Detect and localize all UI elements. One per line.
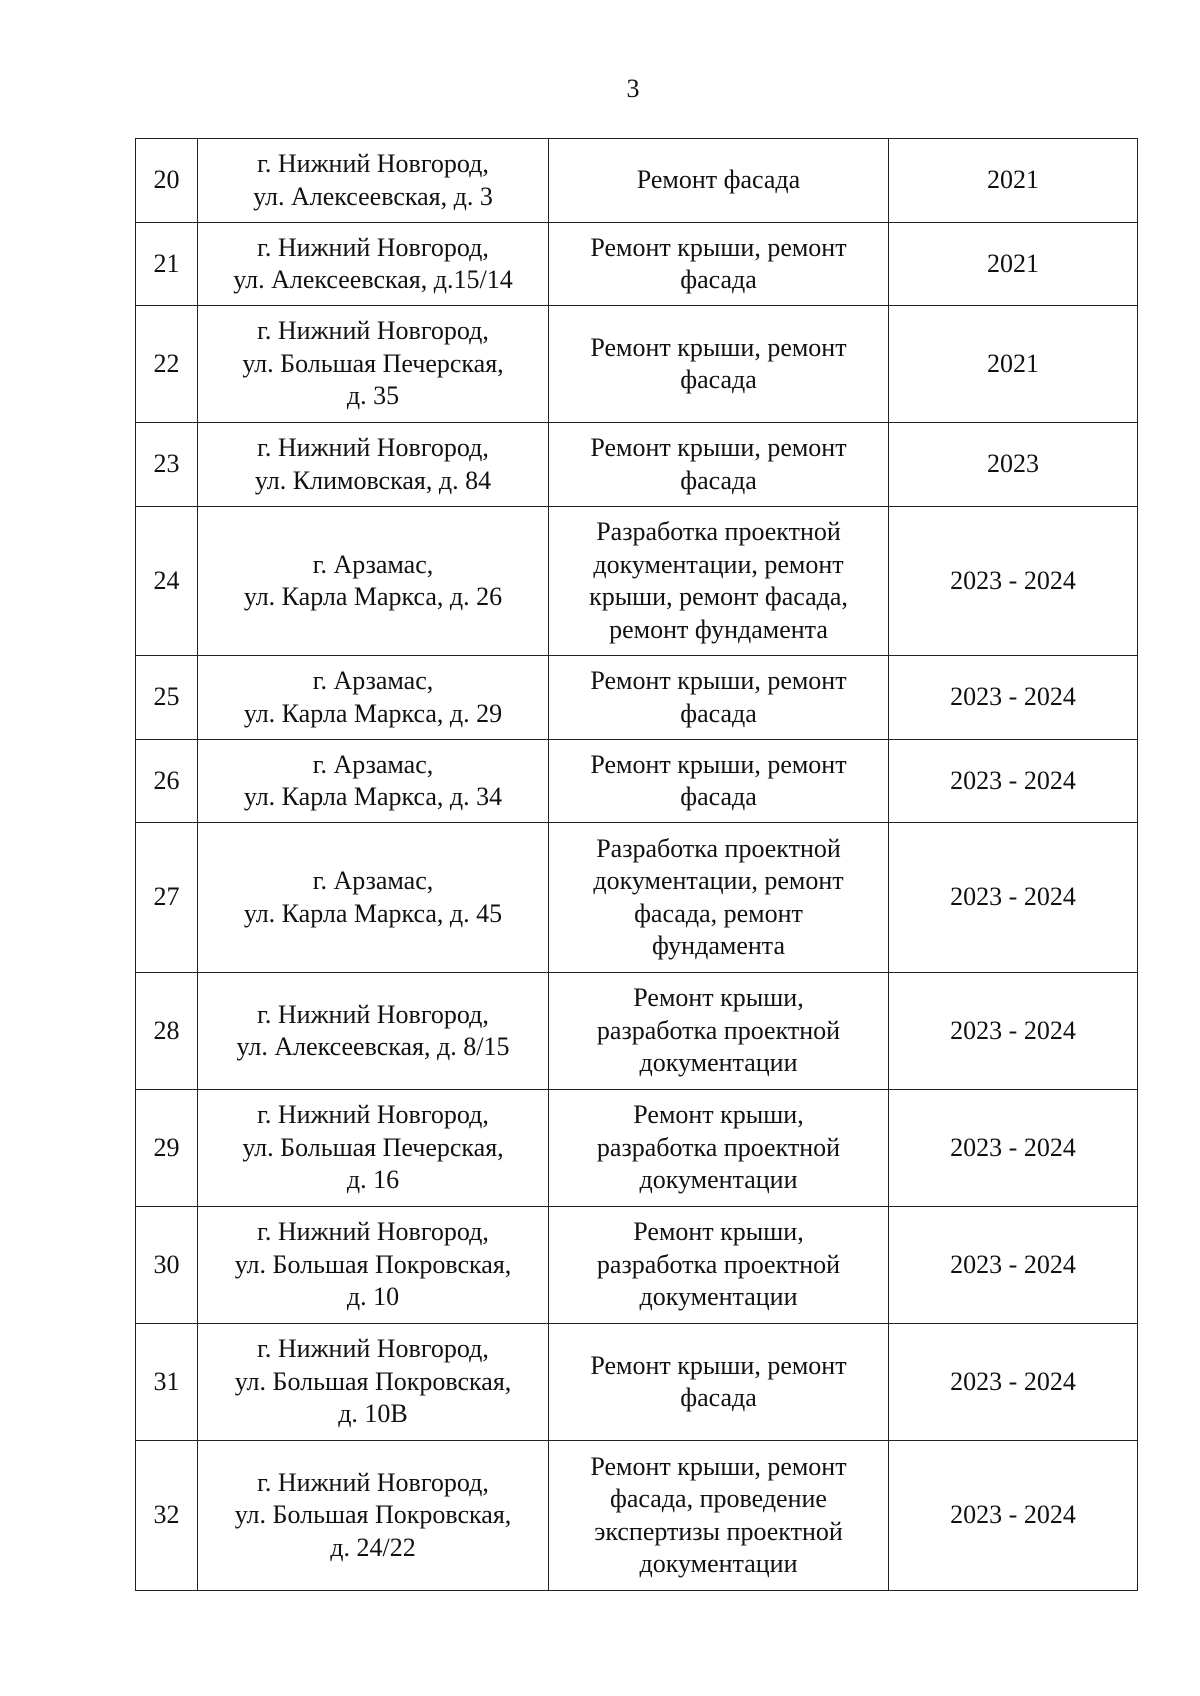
work-type-cell: Ремонт крыши, разработка проектной документации	[549, 1207, 889, 1324]
table-row	[136, 823, 1138, 973]
work-type-cell: Ремонт крыши, ремонт фасада	[549, 1324, 889, 1441]
period-cell: 2021	[889, 223, 1138, 306]
work-type-cell: Разработка проектной документации, ремонт фасада, ремонт фундамента	[549, 823, 889, 973]
address-cell: г. Нижний Новгород, ул. Климовская, д. 84	[198, 423, 549, 507]
row-number-cell: 25	[136, 656, 198, 740]
row-number-cell: 31	[136, 1324, 198, 1441]
period-cell: 2023 - 2024	[889, 740, 1138, 823]
address-cell: г. Арзамас, ул. Карла Маркса, д. 34	[198, 740, 549, 823]
period-cell: 2023 - 2024	[889, 507, 1138, 656]
table-row	[136, 656, 1138, 740]
period-cell: 2023	[889, 423, 1138, 507]
period-cell: 2023 - 2024	[889, 1324, 1138, 1441]
row-number-cell: 21	[136, 223, 198, 306]
row-number-cell: 22	[136, 306, 198, 423]
table-row	[136, 1324, 1138, 1441]
row-number-cell: 28	[136, 973, 198, 1090]
work-type-cell: Разработка проектной документации, ремонт крыши, ремонт фасада, ремонт фундамента	[549, 507, 889, 656]
address-cell: г. Нижний Новгород, ул. Алексеевская, д.15/14	[198, 223, 549, 306]
period-cell: 2021	[889, 139, 1138, 223]
work-type-cell: Ремонт крыши, ремонт фасада	[549, 423, 889, 507]
row-number-cell: 32	[136, 1441, 198, 1591]
row-number-cell: 26	[136, 740, 198, 823]
work-type-cell: Ремонт крыши, разработка проектной документации	[549, 973, 889, 1090]
period-cell: 2021	[889, 306, 1138, 423]
address-cell: г. Нижний Новгород, ул. Большая Покровская, д. 10В	[198, 1324, 549, 1441]
table-row	[136, 139, 1138, 223]
work-type-cell: Ремонт крыши, ремонт фасада, проведение экспертизы проектной документации	[549, 1441, 889, 1591]
row-number-cell: 24	[136, 507, 198, 656]
table-row	[136, 973, 1138, 1090]
row-number-cell: 30	[136, 1207, 198, 1324]
work-type-cell: Ремонт крыши, разработка проектной документации	[549, 1090, 889, 1207]
work-type-cell: Ремонт крыши, ремонт фасада	[549, 656, 889, 740]
period-cell: 2023 - 2024	[889, 656, 1138, 740]
row-number-cell: 20	[136, 139, 198, 223]
table-row	[136, 1090, 1138, 1207]
period-cell: 2023 - 2024	[889, 1090, 1138, 1207]
work-type-cell: Ремонт крыши, ремонт фасада	[549, 223, 889, 306]
address-cell: г. Нижний Новгород, ул. Большая Покровская, д. 10	[198, 1207, 549, 1324]
work-type-cell: Ремонт фасада	[549, 139, 889, 223]
table-row	[136, 1207, 1138, 1324]
table-row	[136, 740, 1138, 823]
period-cell: 2023 - 2024	[889, 1207, 1138, 1324]
table-row	[136, 1441, 1138, 1591]
address-cell: г. Нижний Новгород, ул. Большая Покровская, д. 24/22	[198, 1441, 549, 1591]
row-number-cell: 23	[136, 423, 198, 507]
table-row	[136, 507, 1138, 656]
row-number-cell: 29	[136, 1090, 198, 1207]
work-type-cell: Ремонт крыши, ремонт фасада	[549, 740, 889, 823]
address-cell: г. Нижний Новгород, ул. Большая Печерская, д. 16	[198, 1090, 549, 1207]
row-number-cell: 27	[136, 823, 198, 973]
table-row	[136, 306, 1138, 423]
table-row	[136, 223, 1138, 306]
repair-works-table	[135, 138, 1138, 1591]
address-cell: г. Нижний Новгород, ул. Алексеевская, д. 8/15	[198, 973, 549, 1090]
period-cell: 2023 - 2024	[889, 1441, 1138, 1591]
period-cell: 2023 - 2024	[889, 973, 1138, 1090]
work-type-cell: Ремонт крыши, ремонт фасада	[549, 306, 889, 423]
address-cell: г. Арзамас, ул. Карла Маркса, д. 45	[198, 823, 549, 973]
address-cell: г. Нижний Новгород, ул. Большая Печерская, д. 35	[198, 306, 549, 423]
address-cell: г. Арзамас, ул. Карла Маркса, д. 26	[198, 507, 549, 656]
period-cell: 2023 - 2024	[889, 823, 1138, 973]
address-cell: г. Нижний Новгород, ул. Алексеевская, д. 3	[198, 139, 549, 223]
address-cell: г. Арзамас, ул. Карла Маркса, д. 29	[198, 656, 549, 740]
table-row	[136, 423, 1138, 507]
page-number: 3	[626, 74, 640, 103]
